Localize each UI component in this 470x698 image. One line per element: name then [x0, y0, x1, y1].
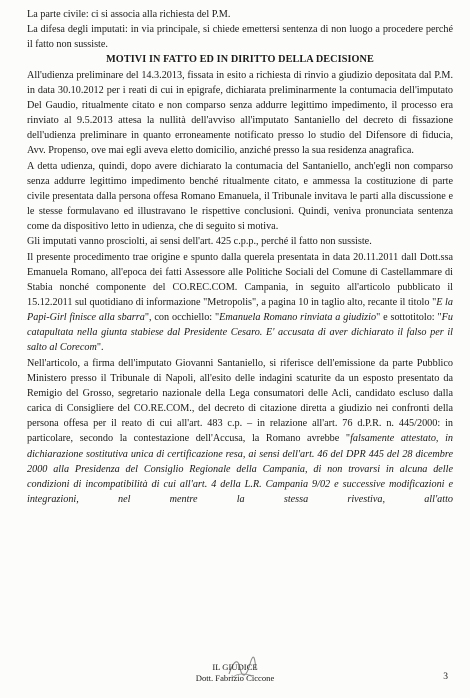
paragraph-querela: [27, 250, 453, 356]
page-number: 3: [443, 672, 448, 682]
article-subtitle: Fu catapultata nella giunta stabiese dal Presidente Cesaro. E' accusata di aver dichiarato il falso per il salto al Corecom: [27, 312, 453, 354]
parte-civile-line: La parte civile: ci si associa alla richiesta del P.M.: [27, 9, 231, 20]
difesa-line: La difesa degli imputati: in via principale, si chiede emettersi sentenza di non luogo a procedere perché il fatto non sussiste.: [27, 24, 453, 51]
paragraph-proscioglimento: Gli imputati vanno prosciolti, ai sensi dell'art. 425 c.p.p., perché il fatto non sussiste.: [27, 236, 372, 248]
section-heading: MOTIVI IN FATTO ED IN DIRITTO DELLA DECISIONE: [106, 54, 374, 66]
article-occhiello: Emanuela Romano rinviata a giudizio: [219, 312, 377, 324]
articolo-text: Nell'articolo, a firma dell'imputato Giovanni Santaniello, si riferisce dell'emissione da parte Pubblico Ministero presso il Tribunale di Napoli, all'esito delle indagini scaturite da un esposto presentato da Remigio del Grosso, segretario nazionale della Lega consumatori delle Acli, candidato escluso dalla carica di Consigliere del CO.RE.COM., del decreto di citazione diretta a giudizio nei confronti della persona offesa per il reato di cui all'art. 483 c.p. – in relazione all'art. 76 d.P.R. n. 445/2000: in particolare, secondo la contestazione dell'Accusa, la Romano avrebbe ": [27, 357, 453, 445]
accusation-quote: falsamente attestato, in dichiarazione sostitutiva unica di certificazione resa, ai sensi dell'art. 46 del DPR 445 del 28 dicembre 2000 alla Presidenza del Consiglio Regionale della Campania, di non trovarsi in alcuna delle condizioni di incompatibilità di cui all'art. 4 della L.R. Campania 9/02 e successive modificazioni e integrazioni, nel mentre la stessa rivestiva, all'atto: [27, 433, 453, 505]
paragraph-udienza: All'udienza preliminare del 14.3.2013, fissata in esito a richiesta di rinvio a giudizio depositata dal P.M. in data 30.10.2012 per i reati di cui in epigrafe, dichiarata preliminarmente la contumacia dell'imputato Del Gaudio, ritualmente citato e non comparso senza addurre legittimo impedimento, il processo era rinviato al 9.5.2013 attesa la nullità dell'avviso all'imputato Santaniello del decreto di fissazione dell'udienza preliminare in quanto erroneamente notificato presso lo studio del Difensore di fiducia, Avv. Propenso, ove mai egli aveva eletto domicilio, anziché presso la sua residenza anagrafica.: [27, 69, 453, 157]
judge-role: IL GIUDICE: [212, 662, 258, 672]
paragraph-contumacia: A detta udienza, quindi, dopo avere dichiarato la contumacia del Santaniello, anch'egli non comparso senza addurre legittimo impedimento benché ritualmente citato, e ammessa la costituzione di parte civile presentata dalla persona offesa Romano Emanuela, il Tribunale invitava le parti alla discussione e le stesse formulavano ed illustravano le rispettive conclusioni. Quindi, veniva pronunciata sentenza come da dispositivo letto in udienza, che di seguito si motiva.: [27, 160, 453, 233]
querela-text-4: ".: [96, 342, 104, 354]
judge-name: Dott. Fabrizio Ciccone: [195, 672, 275, 683]
querela-text-1: Il presente procedimento trae origine e spunto dalla querela presentata in data 20.11.2011 dall Dott.ssa Emanuela Romano, all'epoca dei fatti Assessore alle Politiche Sociali del Comune di Castellammare di Stabia nonché componente del CO.REC.COM. Campania, in seguito all'articolo pubblicato il 15.12.2011 sul quotidiano di informazione "Metropolis", a pagina 10 in taglio alto, recante il titolo ": [27, 251, 453, 308]
article-title: E la Papi-Girl finisce alla sbarra: [27, 296, 453, 324]
querela-text-3: " e sottotitolo: ": [376, 312, 442, 324]
signature-block: [0, 662, 470, 683]
paragraph-articolo: [27, 356, 453, 508]
querela-text-2: ", con occhiello: ": [144, 312, 220, 324]
